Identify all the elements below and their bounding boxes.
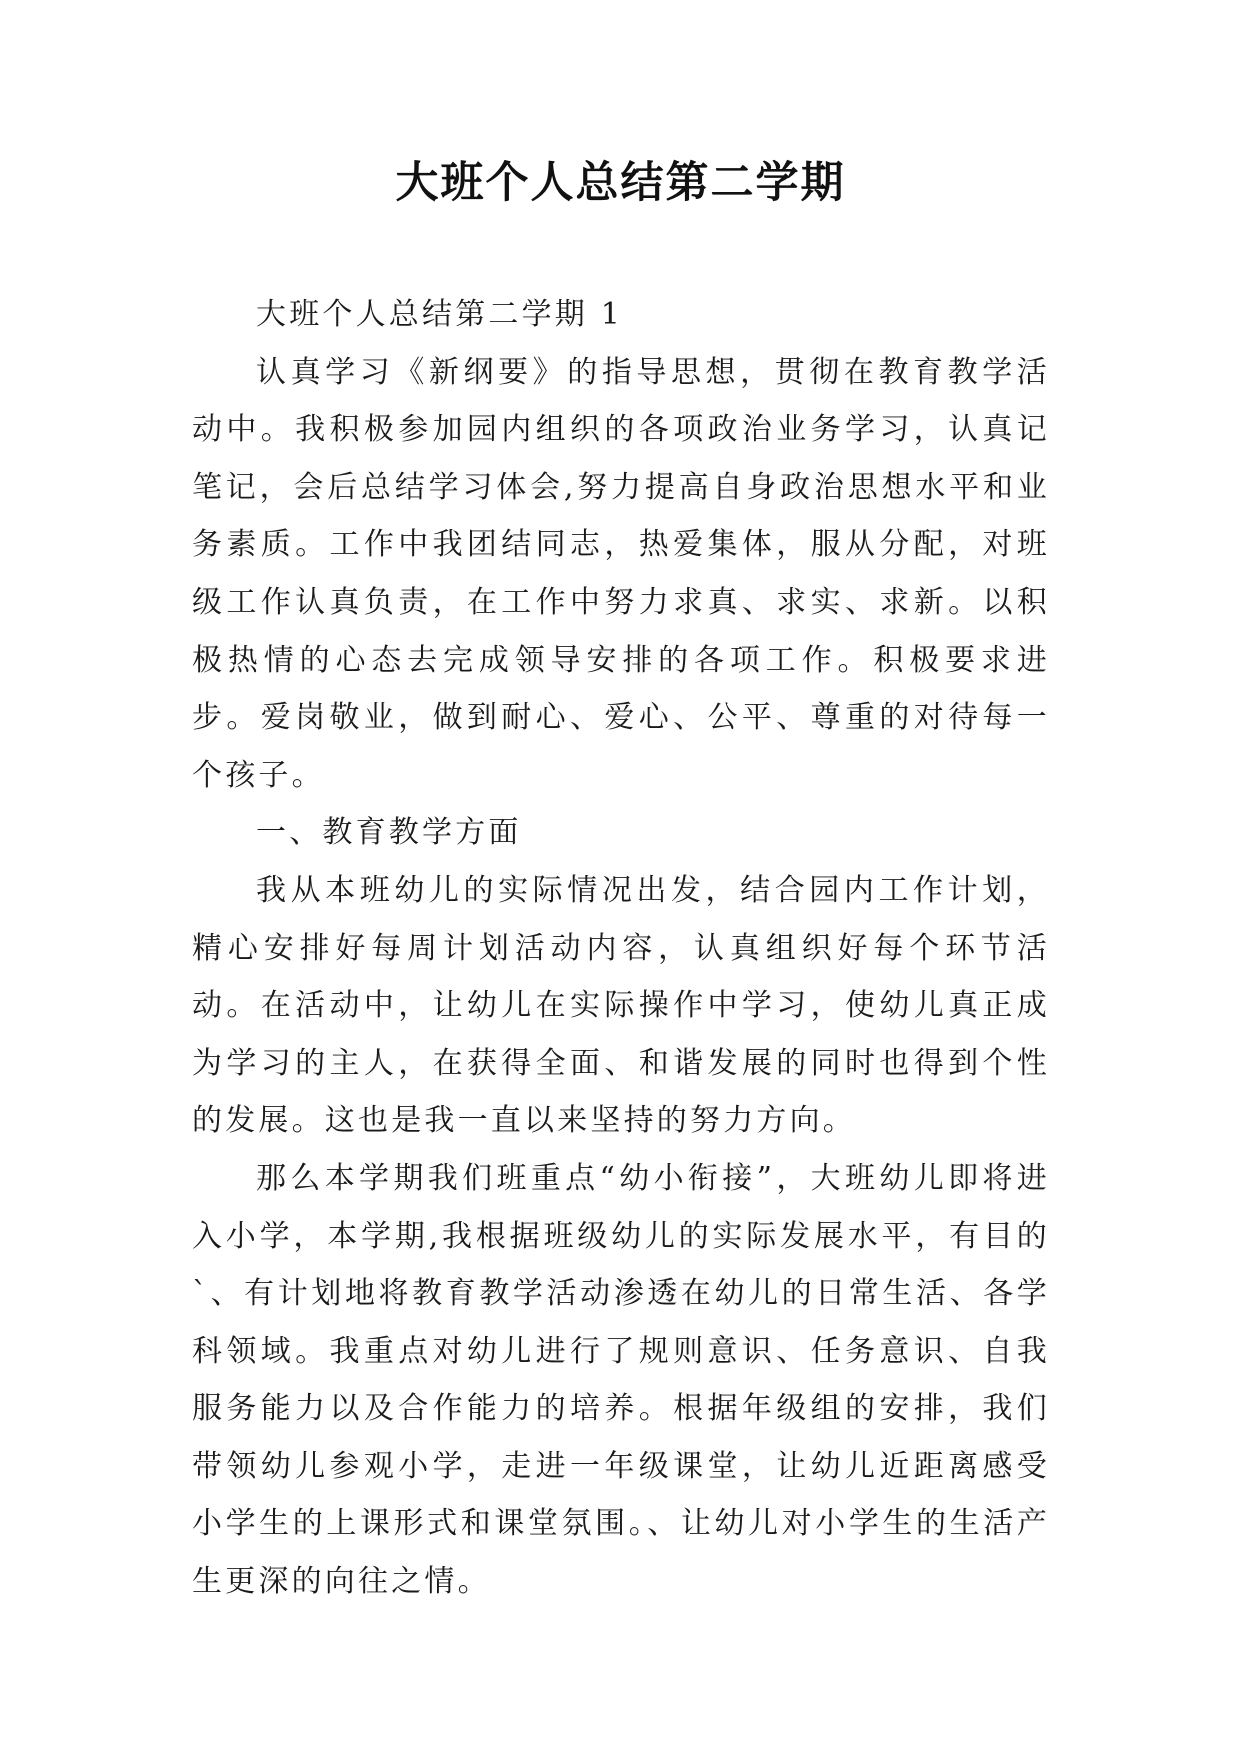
- section-heading: 一、教育教学方面: [256, 815, 522, 851]
- paragraph: 那么本学期我们班重点“幼小衔接”，大班幼儿即将进入小学，本学期,我根据班级幼儿的实际发展水平，有目的`、有计划地将教育教学活动渗透在幼儿的日常生活、各学科领域。我重点对幼儿进行了规则意识、任务意识、自我服务能力以及合作能力的培养。根据年级组的安排，我们带领幼儿参观小学，走进一年级课堂，让幼儿近距离感受小学生的上课形式和课堂氛围。、让幼儿对小学生的生活产生更深的向往之情。: [192, 1160, 1050, 1600]
- section-heading: 大班个人总结第二学期 1: [256, 297, 624, 332]
- document-title: 大班个人总结第二学期: [395, 158, 846, 208]
- paragraph: 我从本班幼儿的实际情况出发，结合园内工作计划，精心安排好每周计划活动内容，认真组织好每个环节活动。在活动中，让幼儿在实际操作中学习，使幼儿真正成为学习的主人，在获得全面、和谐发展的同时也得到个性的发展。这也是我一直以来坚持的努力方向。: [192, 872, 1050, 1139]
- document-body: [192, 286, 1050, 1611]
- paragraph: 认真学习《新纲要》的指导思想，贯彻在教育教学活动中。我积极参加园内组织的各项政治业务学习，认真记笔记，会后总结学习体会,努力提高自身政治思想水平和业务素质。工作中我团结同志，热爱集体，服从分配，对班级工作认真负责，在工作中努力求真、求实、求新。以积极热情的心态去完成领导安排的各项工作。积极要求进步。爱岗敬业，做到耐心、爱心、公平、尊重的对待每一个孩子。: [192, 354, 1050, 793]
